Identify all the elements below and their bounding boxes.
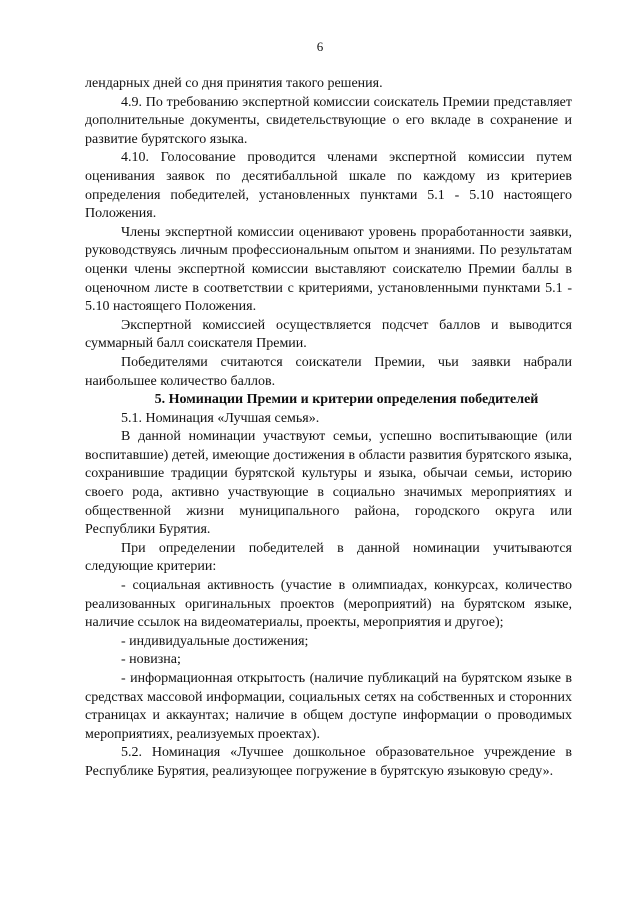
page-number: 6 [316,39,324,54]
paragraph-4-9: 4.9. По требованию экспертной комиссии соискатель Премии представляет дополнительные документы, свидетельствующие о его вкладе в сохранение и развитие бурятского языка. [85,94,572,147]
paragraph-continuation: лендарных дней со дня принятия такого решения. [85,76,383,91]
document-body [85,75,572,782]
paragraph-4-10: 4.10. Голосование проводится членами экспертной комиссии путем оценивания заявок по десятибалльной шкале по каждому из критериев определения победителей, установленных пунктами 5.1 - 5.10 настоящего Положения. [85,150,572,222]
criterion-item: - социальная активность (участие в олимпиадах, конкурсах, количество реализованных оригинальных проектов (мероприятий) на бурятском языке, наличие ссылок на видеоматериалы, проекты, мероприятия и другое); [85,578,572,631]
paragraph-scoring: Экспертной комиссией осуществляется подсчет баллов и выводится суммарный балл соискателя Премии. [85,317,572,352]
paragraph-5-1: 5.1. Номинация «Лучшая семья». [121,410,320,426]
section-heading: 5. Номинации Премии и критерии определения победителей [154,392,539,408]
criterion-item: - индивидуальные достижения; [121,633,309,649]
paragraph-5-1-description: В данной номинации участвуют семьи, успешно воспитывающие (или воспитавшие) детей, имеющие достижения в области развития бурятского языка, сохранившие традиции бурятской культуры и языка, обычаи семьи, историю своего рода, активно участвующие в социально значимых мероприятиях и общественной жизни муниципального района, городского округа или Республики Бурятия. [85,429,572,538]
paragraph-evaluation: Члены экспертной комиссии оценивают уровень проработанности заявки, руководствуясь личным профессиональным опытом и знаниями. По результатам оценки члены экспертной комиссии выставляют соискателю Премии баллы в оценочном листе в соответствии с критериями, установленными пунктами 5.1 - 5.10 настоящего Положения. [85,224,572,315]
criterion-item: - информационная открытость (наличие публикаций на бурятском языке в средствах массовой информации, социальных сетях на собственных и сторонних страницах и аккаунтах; наличие в общем доступе информации о проводимых мероприятиях, реализуемых проектах). [85,671,572,742]
paragraph-5-2: 5.2. Номинация «Лучшее дошкольное образовательное учреждение в Республике Бурятия, реализующее погружение в бурятскую языковую среду». [85,745,572,779]
paragraph-winners: Победителями считаются соискатели Премии, чьи заявки набрали наибольшее количество баллов. [85,354,572,389]
paragraph-criteria-intro: При определении победителей в данной номинации учитываются следующие критерии: [85,540,572,575]
criterion-item: - новизна; [121,652,181,668]
